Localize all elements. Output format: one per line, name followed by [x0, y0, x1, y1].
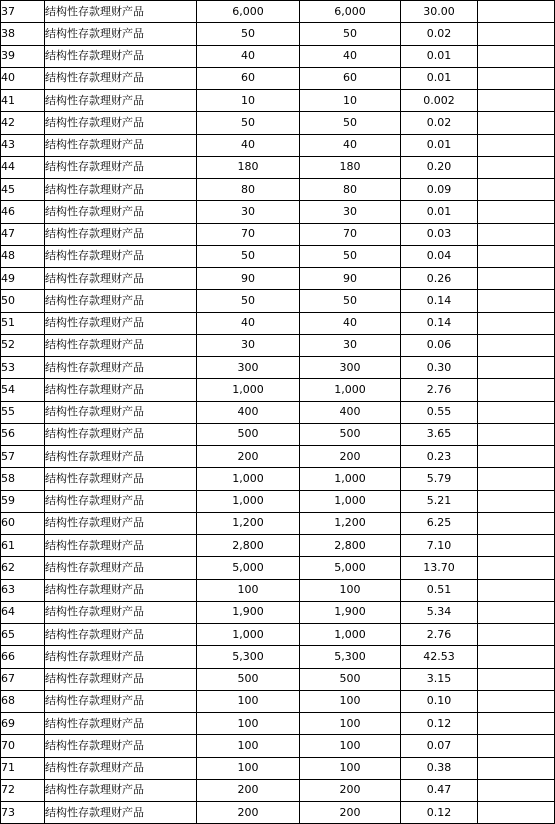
row-number-cell: 57	[1, 446, 45, 468]
amount-cell: 40	[300, 134, 401, 156]
row-number-cell: 60	[1, 512, 45, 534]
rate-cell: 3.65	[401, 423, 478, 445]
amount-cell: 200	[197, 802, 300, 824]
amount-cell: 300	[197, 357, 300, 379]
product-name-cell: 结构性存款理财产品	[45, 334, 197, 356]
amount-cell: 60	[197, 67, 300, 89]
product-name-cell: 结构性存款理财产品	[45, 535, 197, 557]
empty-cell	[478, 245, 555, 267]
amount-cell: 50	[197, 290, 300, 312]
rate-cell: 0.26	[401, 268, 478, 290]
amount-cell: 1,200	[300, 512, 401, 534]
amount-cell: 1,000	[300, 468, 401, 490]
empty-cell	[478, 268, 555, 290]
rate-cell: 2.76	[401, 379, 478, 401]
rate-cell: 0.02	[401, 23, 478, 45]
amount-cell: 2,800	[300, 535, 401, 557]
empty-cell	[478, 23, 555, 45]
amount-cell: 100	[197, 757, 300, 779]
row-number-cell: 46	[1, 201, 45, 223]
product-name-cell: 结构性存款理财产品	[45, 112, 197, 134]
table-row	[1, 223, 555, 245]
empty-cell	[478, 535, 555, 557]
product-name-cell: 结构性存款理财产品	[45, 268, 197, 290]
amount-cell: 100	[197, 690, 300, 712]
amount-cell: 1,000	[300, 490, 401, 512]
amount-cell: 100	[300, 690, 401, 712]
empty-cell	[478, 401, 555, 423]
empty-cell	[478, 757, 555, 779]
rate-cell: 0.14	[401, 312, 478, 334]
rate-cell: 0.03	[401, 223, 478, 245]
amount-cell: 500	[197, 668, 300, 690]
amount-cell: 5,300	[300, 646, 401, 668]
product-name-cell: 结构性存款理财产品	[45, 423, 197, 445]
rate-cell: 0.23	[401, 446, 478, 468]
amount-cell: 30	[197, 334, 300, 356]
rate-cell: 0.002	[401, 90, 478, 112]
amount-cell: 200	[300, 446, 401, 468]
row-number-cell: 45	[1, 179, 45, 201]
rate-cell: 0.01	[401, 67, 478, 89]
empty-cell	[478, 112, 555, 134]
amount-cell: 6,000	[197, 1, 300, 23]
row-number-cell: 66	[1, 646, 45, 668]
rate-cell: 0.30	[401, 357, 478, 379]
empty-cell	[478, 512, 555, 534]
row-number-cell: 70	[1, 735, 45, 757]
rate-cell: 0.04	[401, 245, 478, 267]
table-row	[1, 1, 555, 23]
product-name-cell: 结构性存款理财产品	[45, 802, 197, 824]
amount-cell: 400	[300, 401, 401, 423]
row-number-cell: 49	[1, 268, 45, 290]
product-name-cell: 结构性存款理财产品	[45, 757, 197, 779]
product-name-cell: 结构性存款理财产品	[45, 201, 197, 223]
amount-cell: 500	[300, 423, 401, 445]
row-number-cell: 44	[1, 156, 45, 178]
amount-cell: 50	[197, 23, 300, 45]
product-name-cell: 结构性存款理财产品	[45, 468, 197, 490]
table-row	[1, 779, 555, 801]
amount-cell: 90	[300, 268, 401, 290]
amount-cell: 90	[197, 268, 300, 290]
row-number-cell: 41	[1, 90, 45, 112]
empty-cell	[478, 779, 555, 801]
product-name-cell: 结构性存款理财产品	[45, 490, 197, 512]
product-name-cell: 结构性存款理财产品	[45, 379, 197, 401]
empty-cell	[478, 90, 555, 112]
amount-cell: 1,200	[197, 512, 300, 534]
table-row	[1, 334, 555, 356]
empty-cell	[478, 45, 555, 67]
empty-cell	[478, 690, 555, 712]
table-row	[1, 23, 555, 45]
row-number-cell: 63	[1, 579, 45, 601]
amount-cell: 6,000	[300, 1, 401, 23]
product-name-cell: 结构性存款理财产品	[45, 512, 197, 534]
product-name-cell: 结构性存款理财产品	[45, 1, 197, 23]
table-body	[1, 1, 555, 824]
amount-cell: 500	[300, 668, 401, 690]
table-row	[1, 67, 555, 89]
amount-cell: 10	[300, 90, 401, 112]
row-number-cell: 38	[1, 23, 45, 45]
row-number-cell: 48	[1, 245, 45, 267]
table-row	[1, 735, 555, 757]
amount-cell: 30	[300, 201, 401, 223]
amount-cell: 50	[300, 112, 401, 134]
row-number-cell: 47	[1, 223, 45, 245]
rate-cell: 0.12	[401, 802, 478, 824]
table-row	[1, 357, 555, 379]
amount-cell: 50	[197, 245, 300, 267]
empty-cell	[478, 668, 555, 690]
amount-cell: 30	[197, 201, 300, 223]
amount-cell: 100	[300, 757, 401, 779]
product-name-cell: 结构性存款理财产品	[45, 713, 197, 735]
table-row	[1, 468, 555, 490]
amount-cell: 200	[300, 802, 401, 824]
amount-cell: 100	[197, 579, 300, 601]
rate-cell: 0.07	[401, 735, 478, 757]
amount-cell: 70	[197, 223, 300, 245]
product-name-cell: 结构性存款理财产品	[45, 690, 197, 712]
empty-cell	[478, 67, 555, 89]
amount-cell: 1,000	[197, 624, 300, 646]
amount-cell: 50	[197, 112, 300, 134]
table-row	[1, 290, 555, 312]
table-row	[1, 112, 555, 134]
table-row	[1, 713, 555, 735]
rate-cell: 0.02	[401, 112, 478, 134]
product-name-cell: 结构性存款理财产品	[45, 579, 197, 601]
rate-cell: 5.21	[401, 490, 478, 512]
product-name-cell: 结构性存款理财产品	[45, 312, 197, 334]
table-row	[1, 156, 555, 178]
amount-cell: 100	[300, 713, 401, 735]
empty-cell	[478, 468, 555, 490]
empty-cell	[478, 179, 555, 201]
empty-cell	[478, 557, 555, 579]
amount-cell: 200	[300, 779, 401, 801]
table-row	[1, 90, 555, 112]
row-number-cell: 69	[1, 713, 45, 735]
amount-cell: 80	[197, 179, 300, 201]
empty-cell	[478, 1, 555, 23]
amount-cell: 40	[197, 134, 300, 156]
product-name-cell: 结构性存款理财产品	[45, 601, 197, 623]
product-name-cell: 结构性存款理财产品	[45, 557, 197, 579]
empty-cell	[478, 735, 555, 757]
table-row	[1, 245, 555, 267]
table-row	[1, 379, 555, 401]
amount-cell: 70	[300, 223, 401, 245]
row-number-cell: 39	[1, 45, 45, 67]
row-number-cell: 59	[1, 490, 45, 512]
amount-cell: 50	[300, 245, 401, 267]
row-number-cell: 61	[1, 535, 45, 557]
empty-cell	[478, 713, 555, 735]
row-number-cell: 52	[1, 334, 45, 356]
rate-cell: 7.10	[401, 535, 478, 557]
amount-cell: 1,000	[197, 490, 300, 512]
amount-cell: 200	[197, 779, 300, 801]
amount-cell: 400	[197, 401, 300, 423]
product-name-cell: 结构性存款理财产品	[45, 668, 197, 690]
amount-cell: 200	[197, 446, 300, 468]
rate-cell: 0.47	[401, 779, 478, 801]
amount-cell: 180	[197, 156, 300, 178]
table-row	[1, 490, 555, 512]
amount-cell: 40	[300, 312, 401, 334]
amount-cell: 40	[197, 312, 300, 334]
amount-cell: 100	[197, 713, 300, 735]
table-row	[1, 423, 555, 445]
product-name-cell: 结构性存款理财产品	[45, 134, 197, 156]
empty-cell	[478, 312, 555, 334]
row-number-cell: 53	[1, 357, 45, 379]
row-number-cell: 64	[1, 601, 45, 623]
row-number-cell: 67	[1, 668, 45, 690]
rate-cell: 5.34	[401, 601, 478, 623]
empty-cell	[478, 490, 555, 512]
table-row	[1, 579, 555, 601]
amount-cell: 100	[300, 579, 401, 601]
row-number-cell: 72	[1, 779, 45, 801]
rate-cell: 0.01	[401, 134, 478, 156]
amount-cell: 2,800	[197, 535, 300, 557]
table-row	[1, 201, 555, 223]
amount-cell: 5,000	[197, 557, 300, 579]
product-name-cell: 结构性存款理财产品	[45, 735, 197, 757]
product-name-cell: 结构性存款理财产品	[45, 646, 197, 668]
amount-cell: 1,000	[197, 379, 300, 401]
rate-cell: 5.79	[401, 468, 478, 490]
table-row	[1, 268, 555, 290]
product-name-cell: 结构性存款理财产品	[45, 179, 197, 201]
amount-cell: 30	[300, 334, 401, 356]
product-name-cell: 结构性存款理财产品	[45, 357, 197, 379]
amount-cell: 1,000	[300, 379, 401, 401]
table-row	[1, 312, 555, 334]
amount-cell: 1,900	[300, 601, 401, 623]
product-name-cell: 结构性存款理财产品	[45, 23, 197, 45]
rate-cell: 0.01	[401, 201, 478, 223]
amount-cell: 50	[300, 23, 401, 45]
rate-cell: 0.14	[401, 290, 478, 312]
product-name-cell: 结构性存款理财产品	[45, 223, 197, 245]
amount-cell: 500	[197, 423, 300, 445]
amount-cell: 5,300	[197, 646, 300, 668]
amount-cell: 40	[197, 45, 300, 67]
amount-cell: 50	[300, 290, 401, 312]
table-row	[1, 512, 555, 534]
row-number-cell: 42	[1, 112, 45, 134]
empty-cell	[478, 446, 555, 468]
row-number-cell: 68	[1, 690, 45, 712]
amount-cell: 300	[300, 357, 401, 379]
table-row	[1, 802, 555, 824]
table-row	[1, 690, 555, 712]
table-row	[1, 757, 555, 779]
table-row	[1, 45, 555, 67]
row-number-cell: 51	[1, 312, 45, 334]
row-number-cell: 56	[1, 423, 45, 445]
rate-cell: 0.01	[401, 45, 478, 67]
rate-cell: 0.51	[401, 579, 478, 601]
empty-cell	[478, 134, 555, 156]
amount-cell: 5,000	[300, 557, 401, 579]
empty-cell	[478, 290, 555, 312]
rate-cell: 3.15	[401, 668, 478, 690]
table-row	[1, 179, 555, 201]
rate-cell: 0.06	[401, 334, 478, 356]
rate-cell: 30.00	[401, 1, 478, 23]
rate-cell: 6.25	[401, 512, 478, 534]
product-name-cell: 结构性存款理财产品	[45, 290, 197, 312]
empty-cell	[478, 646, 555, 668]
product-name-cell: 结构性存款理财产品	[45, 45, 197, 67]
amount-cell: 60	[300, 67, 401, 89]
rate-cell: 0.38	[401, 757, 478, 779]
row-number-cell: 54	[1, 379, 45, 401]
rate-cell: 13.70	[401, 557, 478, 579]
empty-cell	[478, 223, 555, 245]
amount-cell: 100	[300, 735, 401, 757]
product-name-cell: 结构性存款理财产品	[45, 67, 197, 89]
empty-cell	[478, 201, 555, 223]
table-row	[1, 624, 555, 646]
rate-cell: 2.76	[401, 624, 478, 646]
amount-cell: 80	[300, 179, 401, 201]
empty-cell	[478, 802, 555, 824]
amount-cell: 180	[300, 156, 401, 178]
empty-cell	[478, 601, 555, 623]
product-name-cell: 结构性存款理财产品	[45, 156, 197, 178]
table-row	[1, 134, 555, 156]
row-number-cell: 43	[1, 134, 45, 156]
rate-cell: 0.20	[401, 156, 478, 178]
rate-cell: 0.55	[401, 401, 478, 423]
row-number-cell: 37	[1, 1, 45, 23]
amount-cell: 1,900	[197, 601, 300, 623]
amount-cell: 1,000	[300, 624, 401, 646]
row-number-cell: 58	[1, 468, 45, 490]
empty-cell	[478, 579, 555, 601]
table-row	[1, 601, 555, 623]
empty-cell	[478, 334, 555, 356]
empty-cell	[478, 156, 555, 178]
empty-cell	[478, 624, 555, 646]
row-number-cell: 50	[1, 290, 45, 312]
product-name-cell: 结构性存款理财产品	[45, 90, 197, 112]
product-name-cell: 结构性存款理财产品	[45, 401, 197, 423]
amount-cell: 40	[300, 45, 401, 67]
empty-cell	[478, 379, 555, 401]
table-row	[1, 668, 555, 690]
table-row	[1, 646, 555, 668]
row-number-cell: 71	[1, 757, 45, 779]
amount-cell: 10	[197, 90, 300, 112]
amount-cell: 1,000	[197, 468, 300, 490]
table-row	[1, 446, 555, 468]
amount-cell: 100	[197, 735, 300, 757]
product-name-cell: 结构性存款理财产品	[45, 245, 197, 267]
product-name-cell: 结构性存款理财产品	[45, 779, 197, 801]
row-number-cell: 62	[1, 557, 45, 579]
table-row	[1, 401, 555, 423]
product-name-cell: 结构性存款理财产品	[45, 624, 197, 646]
rate-cell: 42.53	[401, 646, 478, 668]
table-row	[1, 557, 555, 579]
empty-cell	[478, 423, 555, 445]
rate-cell: 0.10	[401, 690, 478, 712]
row-number-cell: 73	[1, 802, 45, 824]
table-row	[1, 535, 555, 557]
rate-cell: 0.09	[401, 179, 478, 201]
row-number-cell: 40	[1, 67, 45, 89]
row-number-cell: 55	[1, 401, 45, 423]
product-name-cell: 结构性存款理财产品	[45, 446, 197, 468]
empty-cell	[478, 357, 555, 379]
row-number-cell: 65	[1, 624, 45, 646]
rate-cell: 0.12	[401, 713, 478, 735]
